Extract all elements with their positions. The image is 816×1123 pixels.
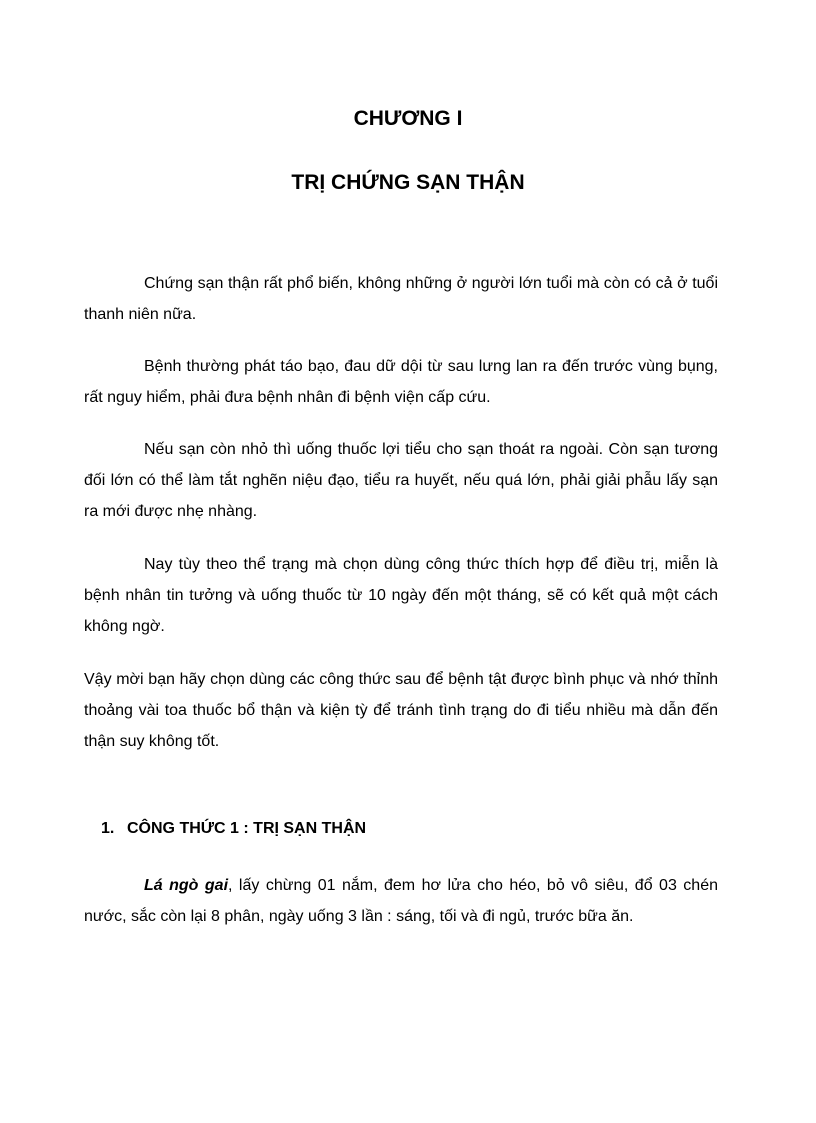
section-title: CÔNG THỨC 1 : TRỊ SẠN THẬN (127, 820, 367, 837)
section-number: 1. (101, 820, 115, 837)
paragraph-intro: Chứng sạn thận rất phổ biến, không những ở người lớn tuổi mà còn có cả ở tuổi thanh niên nữa. (84, 275, 718, 323)
herb-name: Lá ngò gai (144, 877, 229, 894)
chapter-number: CHƯƠNG I (353, 107, 463, 130)
paragraph-symptoms: Bệnh thường phát táo bạo, đau dữ dội từ sau lưng lan ra đến trước vùng bụng, rất nguy hiểm, phải đưa bệnh nhân đi bệnh viện cấp cứu. (84, 358, 718, 406)
paragraph-treatment: Nếu sạn còn nhỏ thì uống thuốc lợi tiểu cho sạn thoát ra ngoài. Còn sạn tương đối lớn có thể làm tắt nghẽn niệu đạo, tiểu ra huyết, nếu quá lớn, phải giải phẫu lấy sạn ra mới được nhẹ nhàng. (84, 441, 718, 520)
recipe-text: , lấy chừng 01 nắm, đem hơ lửa cho héo, bỏ vô siêu, đổ 03 chén nước, sắc còn lại 8 phân, ngày uống 3 lần : sáng, tối và đi ngủ, trước bữa ăn. (84, 877, 719, 925)
chapter-title: TRỊ CHỨNG SẠN THẬN (291, 171, 525, 194)
section-heading (101, 820, 366, 838)
paragraph-advice: Vậy mời bạn hãy chọn dùng các công thức sau để bệnh tật được bình phục và nhớ thỉnh thoảng vài toa thuốc bổ thận và kiện tỳ để tránh tình trạng do đi tiểu nhiều mà dẫn đến thận suy không tốt. (84, 671, 718, 750)
paragraph-recipe (84, 870, 718, 932)
paragraph-formula-choice: Nay tùy theo thể trạng mà chọn dùng công thức thích hợp để điều trị, miễn là bệnh nhân tin tưởng và uống thuốc từ 10 ngày đến một tháng, sẽ có kết quả một cách không ngờ. (84, 556, 718, 635)
